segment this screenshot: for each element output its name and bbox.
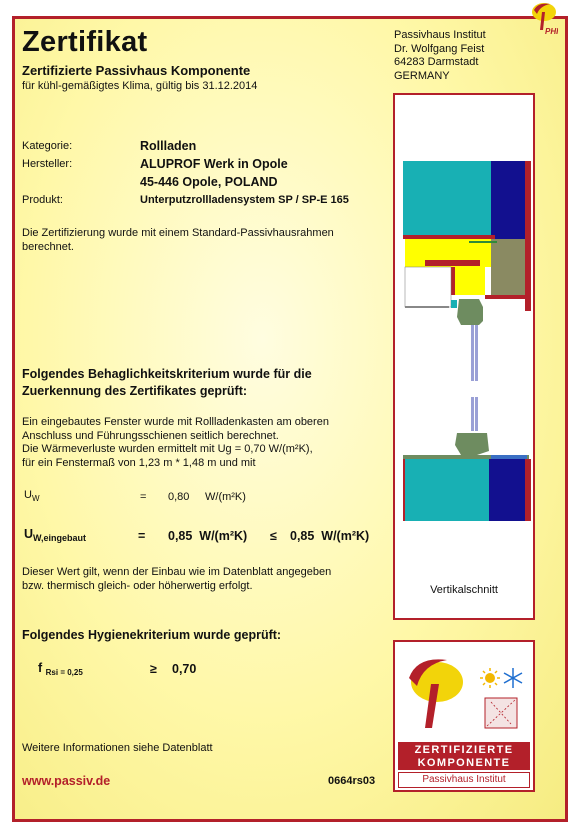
frsi-symbol: f $_{Rsi = 0,25}$	[38, 661, 83, 677]
badge-label: ZERTIFIZIERTE KOMPONENTE	[398, 742, 530, 770]
bottom-insulation	[403, 459, 489, 521]
top-wall	[491, 161, 525, 239]
frsi-value: 0,70	[172, 662, 197, 676]
category-label: Kategorie:	[22, 140, 73, 152]
institute-address	[394, 29, 486, 83]
certificate-number: 0664rs03	[328, 775, 376, 787]
frame-bottom	[455, 433, 489, 455]
uw-installed-value: 0,85 W/(m²K)	[168, 529, 248, 543]
uw-installed-limit: 0,85 W/(m²K)	[290, 529, 370, 543]
window-icon	[485, 698, 517, 728]
drawing-caption: Vertikalschnitt	[430, 584, 498, 596]
institute-country: GERMANY	[394, 69, 450, 82]
validity-conditions: Dieser Wert gilt, wenn der Einbau wie im Datenblatt angegeben bzw. thermisch gleich- oder höherwertig erfolgt.	[22, 566, 332, 592]
shutter-box-lower	[455, 267, 485, 295]
comfort-heading: Folgendes Behaglichkeitskriterium wurde für die Zuerkennung des Zertifikates geprüft:	[22, 367, 312, 398]
manufacturer-name: ALUPROF Werk in Opole	[140, 157, 288, 171]
category-value: Rollladen	[140, 139, 197, 153]
uw-installed-equals: =	[138, 529, 146, 543]
more-info-note: Weitere Informationen siehe Datenblatt	[22, 742, 213, 754]
product-value: Unterputzrollladensystem SP / SP-E 165	[140, 194, 349, 206]
certified-component-badge	[393, 640, 535, 792]
institute-name: Passivhaus Institut	[394, 29, 486, 41]
uw-unit: W/(m²K)	[205, 491, 246, 503]
frsi-geq: ≥	[150, 662, 157, 676]
certificate-validity: für kühl-gemäßigtes Klima, gültig bis 31.12.2014	[22, 80, 258, 92]
top-wall-edge	[525, 161, 531, 311]
certificate-subtitle: Zertifizierte Passivhaus Komponente	[22, 63, 251, 78]
lintel	[491, 239, 525, 299]
sun-icon	[485, 673, 495, 683]
website-link[interactable]: www.passiv.de	[22, 774, 111, 788]
hygiene-heading: Folgendes Hygienekriterium wurde geprüft:	[22, 628, 282, 642]
snowflake-icon	[504, 668, 522, 688]
product-label: Produkt:	[22, 194, 63, 206]
manufacturer-label: Hersteller:	[22, 158, 73, 170]
uw-value: 0,80	[168, 491, 190, 503]
uw-installed-leq: ≤	[270, 529, 277, 543]
glazing-top	[471, 325, 474, 381]
comfort-text: Ein eingebautes Fenster wurde mit Rollladenkasten am oberen Anschluss und Führungsschienen seitlich berechnet. Die Wärmeverluste wurden ermittelt mit Ug = 0,70 W/(m²K), für ein Fenstermaß von 1,23 m * 1,48 m und mit	[22, 416, 329, 469]
badge-graphic	[395, 642, 533, 742]
uw-installed-symbol: $U_{W,eingebaut}$	[24, 527, 87, 543]
phi-logo-icon	[528, 0, 558, 36]
frame-top	[457, 299, 483, 325]
manufacturer-address: 45-446 Opole, POLAND	[140, 175, 278, 189]
section-diagram	[395, 95, 533, 618]
glazing-bottom	[471, 397, 474, 431]
calculation-note: Die Zertifizierung wurde mit einem Standard-Passivhausrahmen berechnet.	[22, 227, 334, 253]
window-sill	[491, 455, 527, 459]
top-insulation	[403, 161, 491, 239]
uw-equals: =	[140, 491, 147, 503]
uw-symbol: $U_W$	[24, 489, 40, 503]
bottom-wall	[489, 459, 525, 521]
badge-footer: Passivhaus Institut	[398, 772, 530, 788]
institute-city: 64283 Darmstadt	[394, 56, 479, 68]
vertical-section-drawing	[393, 93, 535, 620]
phi-logo-text: PHI	[545, 27, 558, 36]
institute-person: Dr. Wolfgang Feist	[394, 42, 485, 55]
certificate-title: Zertifikat	[22, 26, 148, 58]
